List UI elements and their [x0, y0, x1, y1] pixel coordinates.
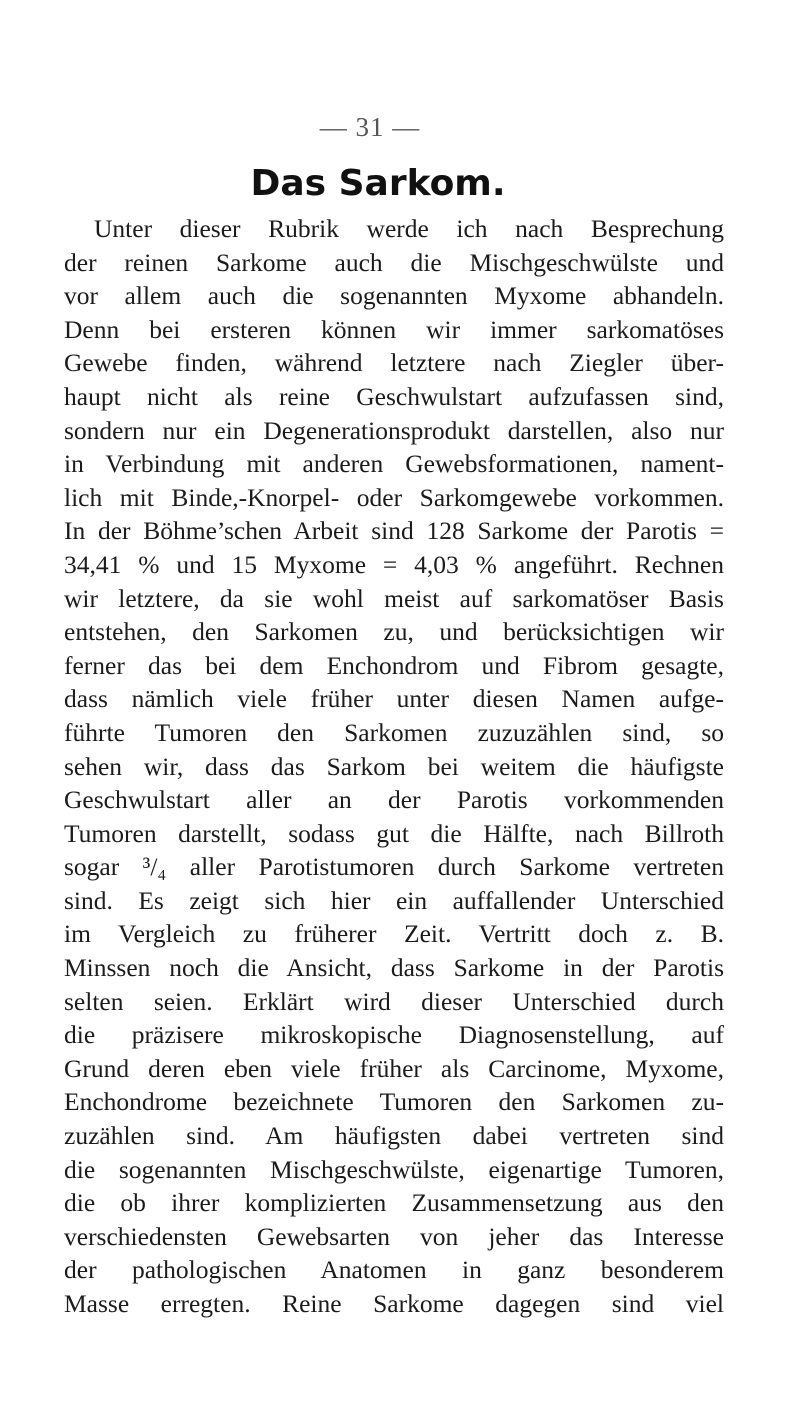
- text-line: ferner das bei dem Enchondrom und Fibrom gesagte,: [64, 650, 724, 680]
- text-line: sind. Es zeigt sich hier ein auffallender Unterschied: [64, 885, 724, 915]
- text-line: wir letztere, da sie wohl meist auf sarkomatöser Basis: [64, 583, 724, 613]
- text-line: lich mit Binde,-Knorpel- oder Sarkomgewebe vorkommen.: [64, 482, 724, 512]
- text-line: in Verbindung mit anderen Gewebsformationen, nament-: [64, 449, 724, 479]
- text-line: Grund deren eben viele früher als Carcinome, Myxome,: [64, 1053, 724, 1083]
- text-line: selten seien. Erklärt wird dieser Unterschied durch: [64, 986, 724, 1016]
- body-paragraph: [64, 212, 724, 1321]
- text-line: zuzählen sind. Am häufigsten dabei vertreten sind: [64, 1121, 724, 1151]
- page-number: — 31 —: [319, 112, 421, 142]
- text-line: die ob ihrer komplizierten Zusammensetzung aus den: [64, 1188, 724, 1218]
- text-line: sehen wir, dass das Sarkom bei weitem die häufigste: [64, 751, 724, 781]
- text-line: sogar ³/₄ aller Parotistumoren durch Sarkome vertreten: [64, 852, 724, 882]
- text-line: Denn bei ersteren können wir immer sarkomatöses: [64, 314, 724, 344]
- text-line: die präzisere mikroskopische Diagnosenstellung, auf: [64, 1020, 724, 1050]
- text-line: der pathologischen Anatomen in ganz besonderem: [64, 1255, 724, 1285]
- text-line: die sogenannten Mischgeschwülste, eigenartige Tumoren,: [64, 1154, 724, 1184]
- text-line: Masse erregten. Reine Sarkome dagegen sind viel: [64, 1289, 724, 1318]
- text-line: Enchondrome bezeichnete Tumoren den Sarkomen zu-: [64, 1087, 724, 1117]
- text-line: Unter dieser Rubrik werde ich nach Besprechung: [94, 214, 724, 243]
- text-line: Tumoren darstellt, sodass gut die Hälfte, nach Billroth: [64, 818, 724, 848]
- text-line: führte Tumoren den Sarkomen zuzuzählen sind, so: [64, 717, 724, 747]
- text-line: haupt nicht als reine Geschwulstart aufzufassen sind,: [64, 381, 724, 411]
- text-line: im Vergleich zu früherer Zeit. Vertritt doch z. B.: [64, 919, 724, 949]
- text-line: sondern nur ein Degenerationsprodukt darstellen, also nur: [64, 415, 724, 445]
- text-line: Gewebe finden, während letztere nach Ziegler über-: [64, 348, 724, 378]
- text-line: In der Böhme’schen Arbeit sind 128 Sarkome der Parotis =: [64, 516, 724, 546]
- text-line: 34,41 % und 15 Myxome = 4,03 % angeführt. Rechnen: [64, 549, 724, 579]
- text-line: Geschwulstart aller an der Parotis vorkommenden: [64, 785, 724, 815]
- chapter-title: Das Sarkom.: [250, 163, 506, 204]
- text-line: der reinen Sarkome auch die Mischgeschwülste und: [64, 247, 724, 277]
- text-line: Minssen noch die Ansicht, dass Sarkome in der Parotis: [64, 953, 724, 983]
- text-line: entstehen, den Sarkomen zu, und berücksichtigen wir: [64, 617, 724, 647]
- text-line: dass nämlich viele früher unter diesen Namen aufge-: [64, 684, 724, 714]
- text-line: verschiedensten Gewebsarten von jeher das Interesse: [64, 1221, 724, 1251]
- text-line: vor allem auch die sogenannten Myxome abhandeln.: [64, 281, 724, 311]
